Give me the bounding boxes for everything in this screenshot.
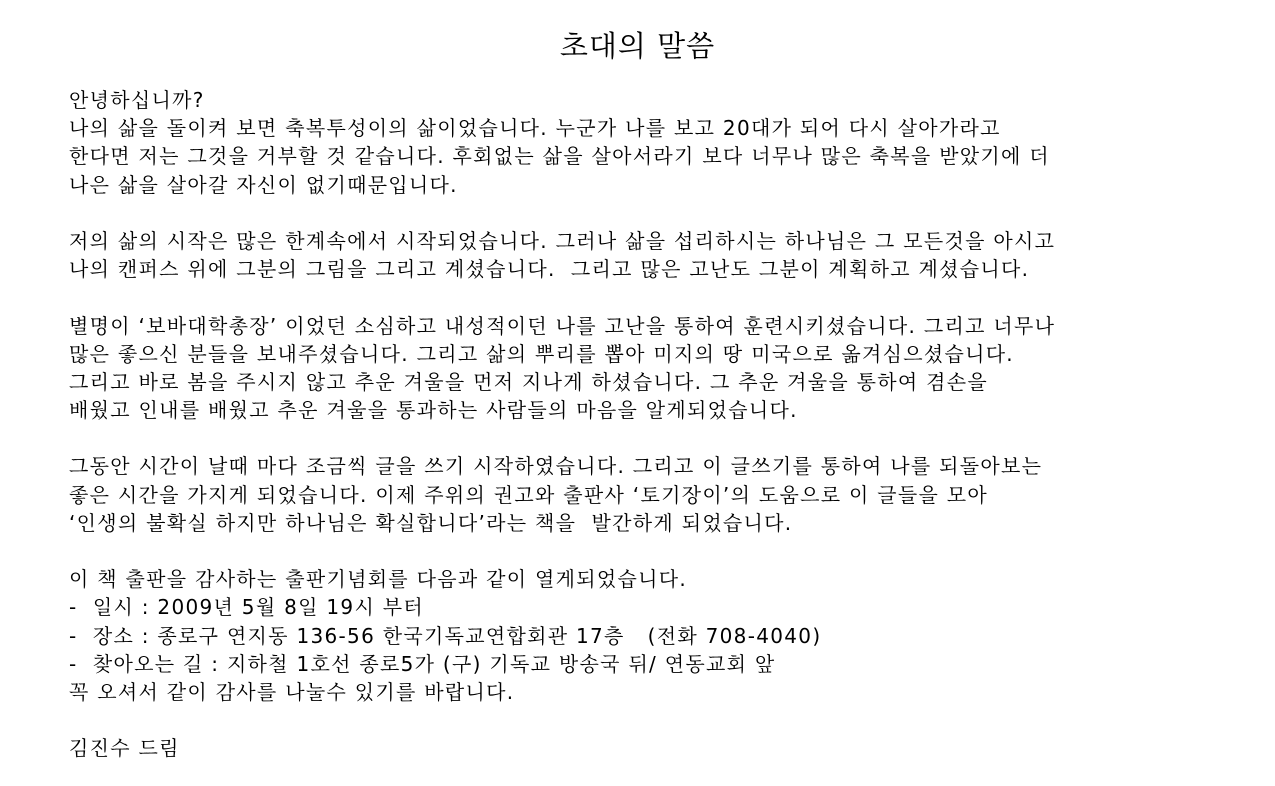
event-date-line: - 일시 : 2009년 5월 8일 19시 부터 [69, 595, 424, 620]
text-line: 저의 삶의 시작은 많은 한계속에서 시작되었습니다. 그러나 삶을 섭리하시는 하나님은 그 모든것을 아시고 [69, 228, 1056, 253]
blank-line [69, 199, 1264, 227]
text-line: 나의 캔퍼스 위에 그분의 그림을 그리고 계셨습니다. 그리고 많은 고난도 그분이 계획하고 계셨습니다. [69, 257, 1030, 282]
blank-line [69, 537, 1264, 565]
text-line: 그리고 바로 봄을 주시지 않고 추운 겨울을 먼저 지나게 하셨습니다. 그 추운 겨울을 통하여 겸손을 [69, 369, 989, 394]
text-line: 배웠고 인내를 배웠고 추운 겨울을 통과하는 사람들의 마음을 알게되었습니다. [69, 398, 798, 423]
text-line: 많은 좋으신 분들을 보내주셨습니다. 그리고 삶의 뿌리를 뽑아 미지의 땅 미국으로 옮겨심으셨습니다. [69, 341, 1014, 366]
document-title: 초대의 말씀 [559, 29, 716, 63]
text-line: 이 책 출판을 감사하는 출판기념회를 다음과 같이 열게되었습니다. [69, 567, 687, 592]
blank-line [69, 706, 1264, 734]
text-line: 안녕하십니까? [69, 88, 205, 112]
text-line: ‘인생의 불확실 하지만 하나님은 확실합니다’라는 책을 발간하게 되었습니다. [69, 510, 793, 535]
text-line: 나의 삶을 돌이켜 보면 축복투성이의 삶이었습니다. 누군가 나를 보고 20대가 되어 다시 살아가라고 [69, 116, 1001, 141]
blank-line [69, 424, 1264, 452]
text-line: 그동안 시간이 날때 마다 조금씩 글을 쓰기 시작하였습니다. 그리고 이 글쓰기를 통하여 나를 되돌아보는 [69, 454, 1043, 479]
text-line: 좋은 시간을 가지게 되었습니다. 이제 주위의 권고와 출판사 ‘토기장이’의 도움으로 이 글들을 모아 [69, 482, 989, 507]
letter-body [69, 86, 1264, 763]
blank-line [69, 283, 1264, 311]
text-line: 나은 삶을 살아갈 자신이 없기때문입니다. [69, 172, 458, 197]
event-place-line: - 장소 : 종로구 연지동 136-56 한국기독교연합회관 17층 (전화 708-4040) [69, 623, 822, 648]
text-line: 별명이 ‘보바대학총장’ 이었던 소심하고 내성적이던 나를 고난을 통하여 훈련시키셨습니다. 그리고 너무나 [69, 313, 1056, 338]
text-line: 한다면 저는 그것을 거부할 것 같습니다. 후회없는 삶을 살아서라기 보다 너무나 많은 축복을 받았기에 더 [69, 144, 1050, 169]
event-directions-line: - 찾아오는 길 : 지하철 1호선 종로5가 (구) 기독교 방송국 뒤/ 연동교회 앞 [69, 651, 776, 676]
text-line: 꼭 오셔서 같이 감사를 나눌수 있기를 바랍니다. [69, 679, 515, 704]
signature-line: 김진수 드림 [69, 736, 180, 761]
